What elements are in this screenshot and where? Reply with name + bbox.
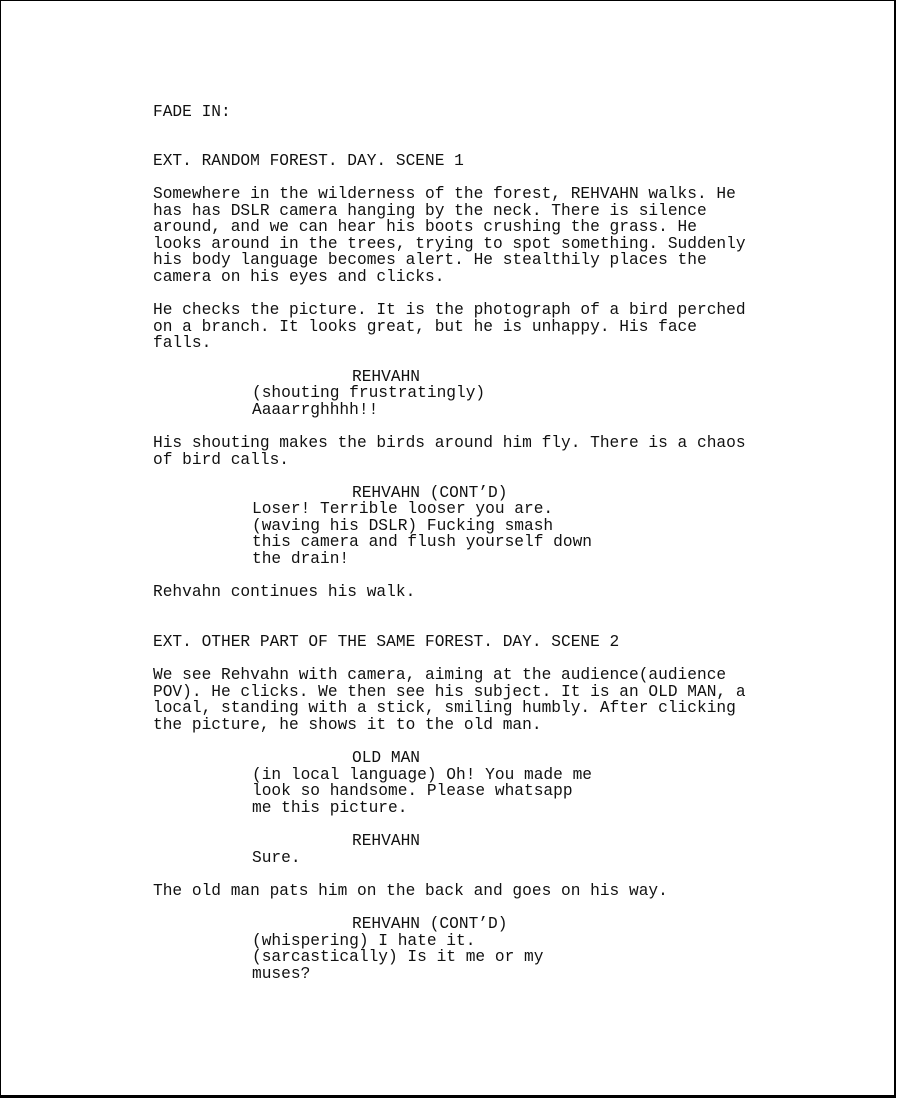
dialogue-line: (in local language) Oh! You made me: [252, 766, 592, 784]
transition: FADE IN:: [153, 103, 231, 121]
action-line: The old man pats him on the back and goes on his way.: [153, 882, 668, 900]
action-line: around, and we can hear his boots crushing the grass. He: [153, 218, 697, 236]
action-line: has has DSLR camera hanging by the neck. There is silence: [153, 202, 707, 220]
action-line: falls.: [153, 334, 212, 352]
parenthetical: (shouting frustratingly): [252, 384, 486, 402]
action-line: We see Rehvahn with camera, aiming at the audience(audience: [153, 666, 727, 684]
dialogue-line: Sure.: [252, 849, 301, 867]
action-line: of bird calls.: [153, 451, 289, 469]
action-line: camera on his eyes and clicks.: [153, 268, 445, 286]
character-name: OLD MAN: [352, 749, 420, 767]
action-line: His shouting makes the birds around him fly. There is a chaos: [153, 434, 746, 452]
action-line: the picture, he shows it to the old man.: [153, 716, 542, 734]
dialogue-line: (whispering) I hate it.: [252, 932, 476, 950]
dialogue-line: Aaaarrghhhh!!: [252, 401, 379, 419]
action-line: Somewhere in the wilderness of the forest, REHVAHN walks. He: [153, 185, 736, 203]
action-line: He checks the picture. It is the photograph of a bird perched: [153, 301, 746, 319]
dialogue-line: (sarcastically) Is it me or my: [252, 948, 544, 966]
scene-heading: EXT. RANDOM FOREST. DAY. SCENE 1: [153, 152, 464, 170]
dialogue-line: the drain!: [252, 550, 350, 568]
action-line: looks around in the trees, trying to spot something. Suddenly: [153, 235, 746, 253]
action-line: Rehvahn continues his walk.: [153, 583, 416, 601]
action-line: POV). He clicks. We then see his subject. It is an OLD MAN, a: [153, 683, 746, 701]
character-name: REHVAHN (CONT’D): [352, 915, 508, 933]
action-line: on a branch. It looks great, but he is unhappy. His face: [153, 318, 697, 336]
scene-heading: EXT. OTHER PART OF THE SAME FOREST. DAY. SCENE 2: [153, 633, 620, 651]
character-name: REHVAHN (CONT’D): [352, 484, 508, 502]
character-name: REHVAHN: [352, 368, 420, 386]
action-line: his body language becomes alert. He stealthily places the: [153, 251, 707, 269]
dialogue-line: (waving his DSLR) Fucking smash: [252, 517, 554, 535]
dialogue-line: look so handsome. Please whatsapp: [252, 782, 573, 800]
character-name: REHVAHN: [352, 832, 420, 850]
dialogue-line: muses?: [252, 965, 311, 983]
dialogue-line: me this picture.: [252, 799, 408, 817]
dialogue-line: this camera and flush yourself down: [252, 533, 592, 551]
dialogue-line: Loser! Terrible looser you are.: [252, 500, 554, 518]
action-line: local, standing with a stick, smiling humbly. After clicking: [153, 699, 736, 717]
